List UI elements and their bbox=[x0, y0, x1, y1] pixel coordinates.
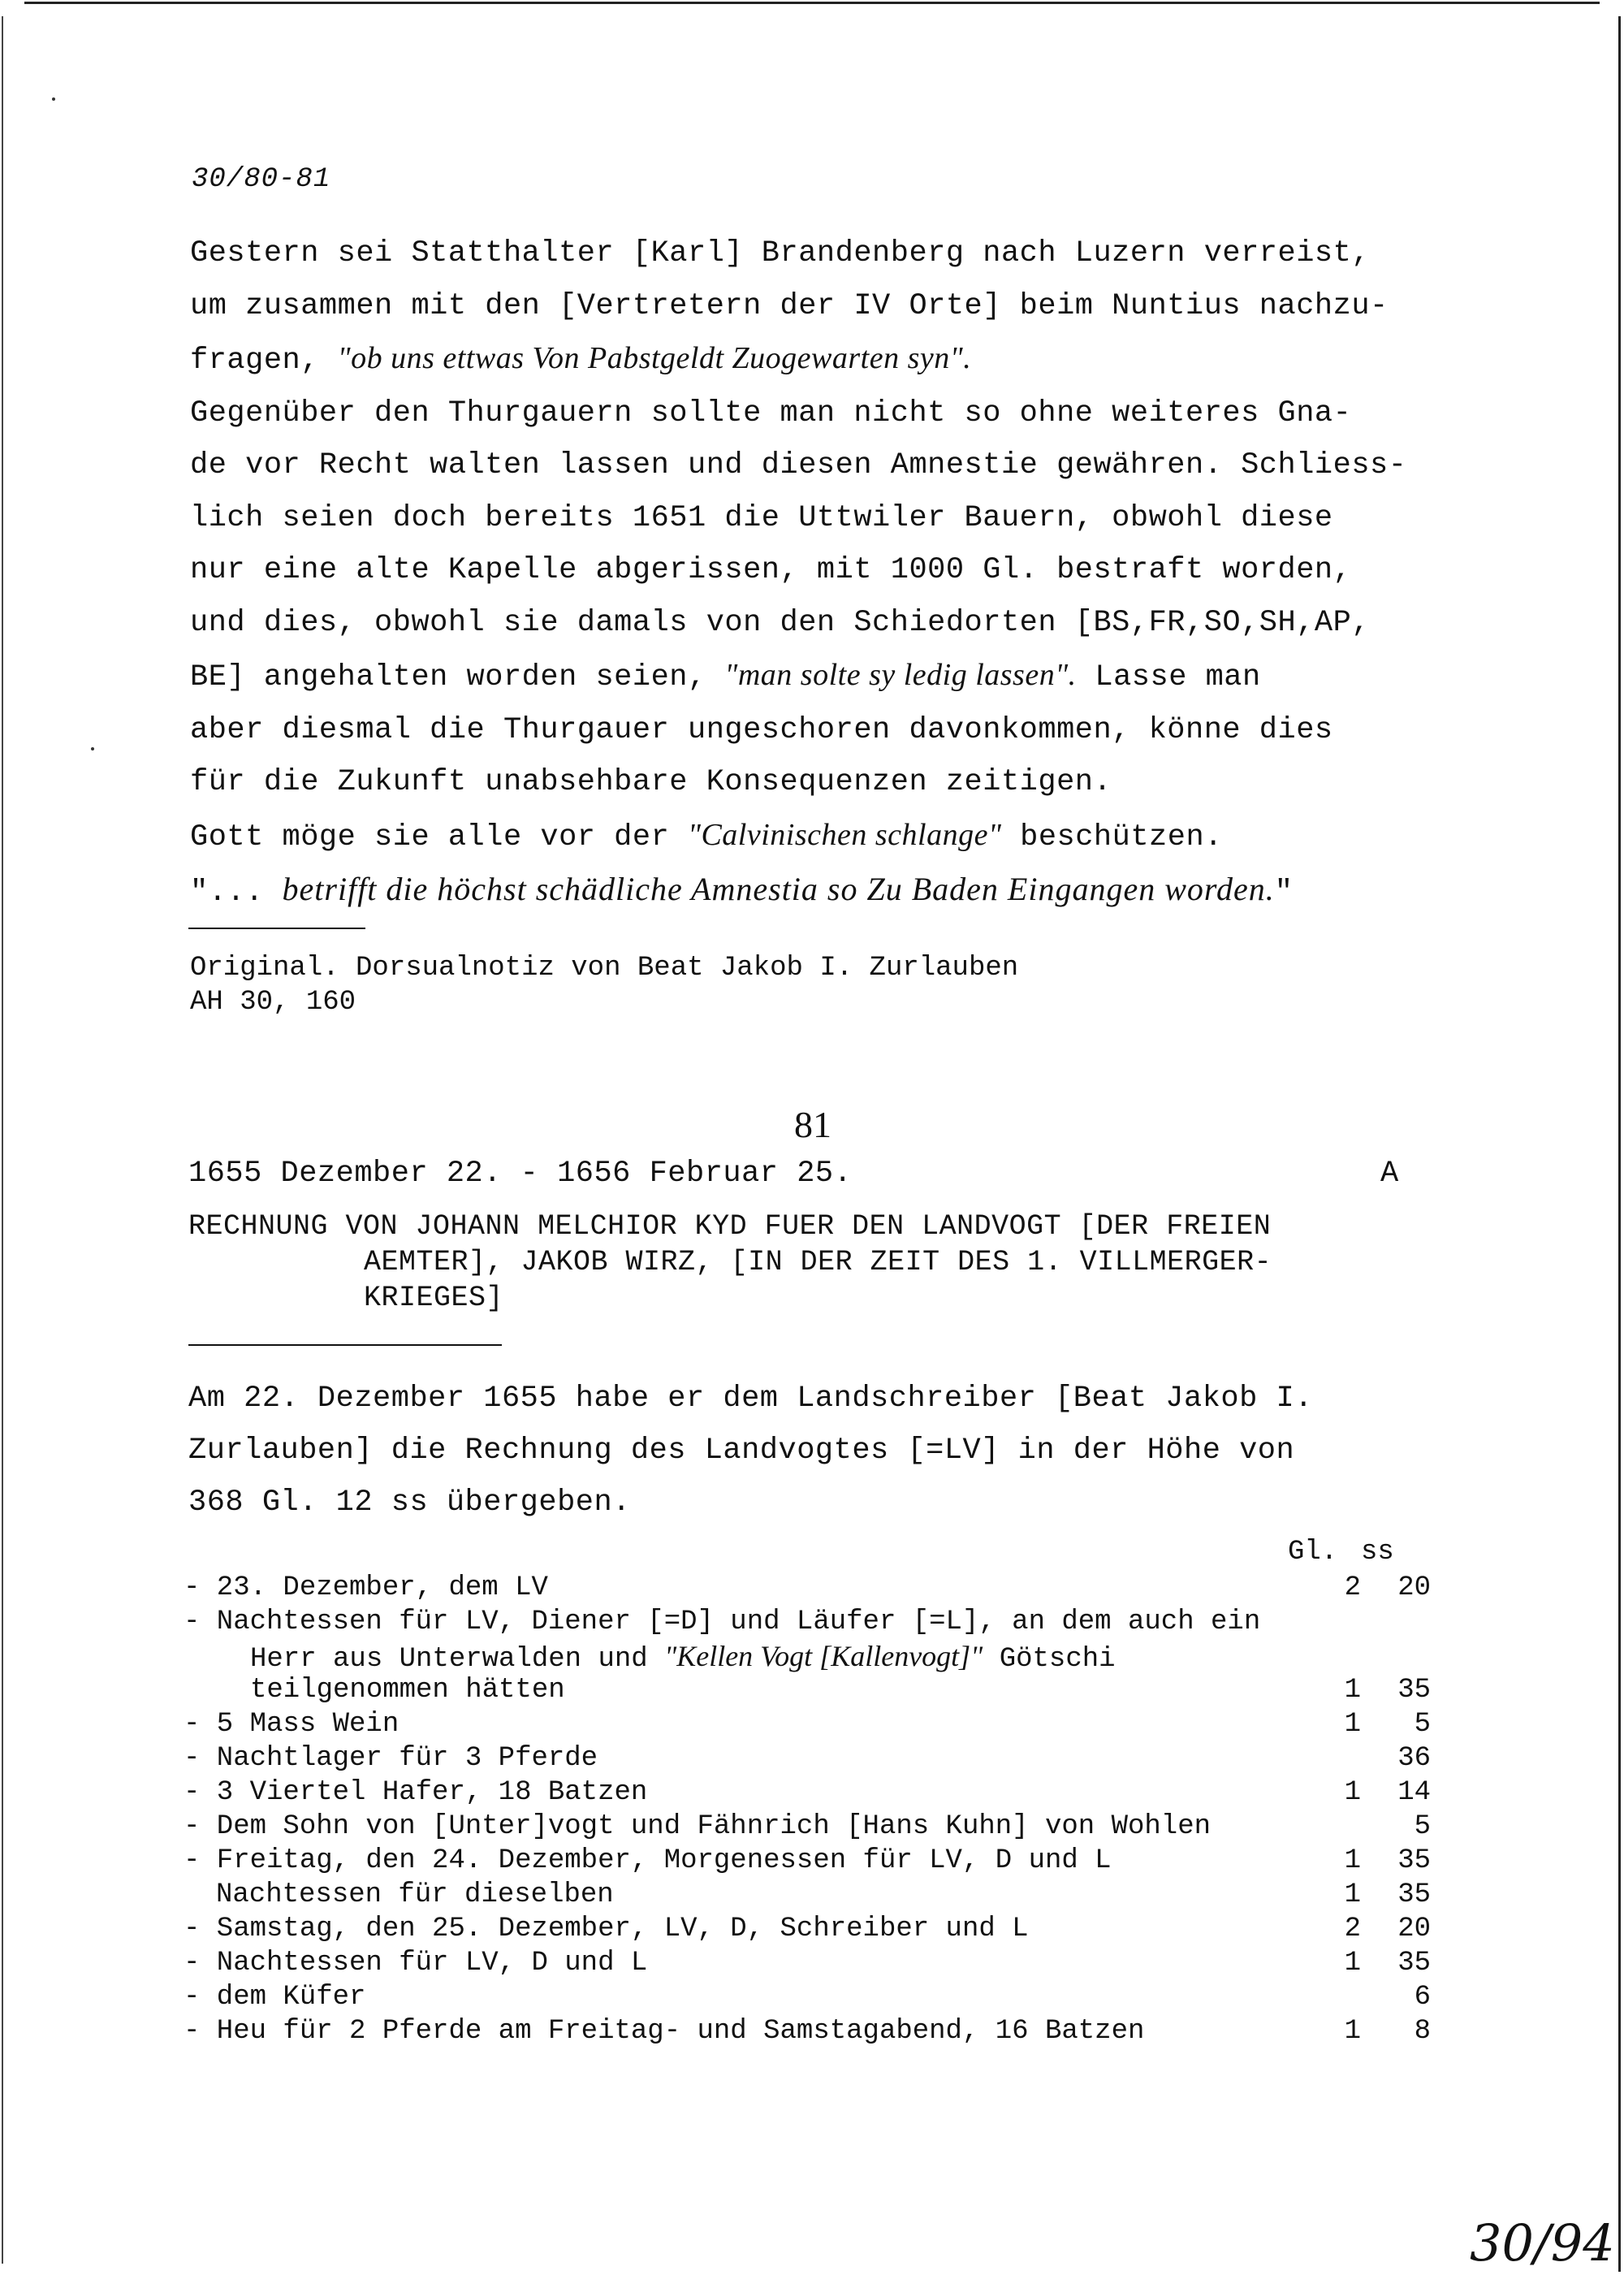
entry-text: - Freitag, den 24. Dezember, Morgenessen für LV, D und L bbox=[184, 1845, 1112, 1876]
entry-text: - Dem Sohn von [Unter]vogt und Fähnrich [Hans Kuhn] von Wohlen bbox=[184, 1811, 1212, 1842]
text-fragment: " bbox=[1274, 876, 1294, 910]
entry-gl: 2 bbox=[1344, 1914, 1361, 1944]
dorsal-note-quote: betrifft die höchst schädliche Amnestia so Zu Baden Eingangen worden. bbox=[282, 871, 1275, 907]
text-line: Gegenüber den Thurgauern sollte man nicht so ohne weiteres Gna- bbox=[190, 396, 1352, 430]
entry-text: - Nachtessen für LV, Diener [=D] und Läufer [=L], an dem auch ein bbox=[184, 1607, 1261, 1637]
entry-text: - 5 Mass Wein bbox=[184, 1709, 400, 1740]
entry-gl: 1 bbox=[1344, 1948, 1361, 1979]
source-note bbox=[190, 951, 1018, 1019]
entry-ss: 8 bbox=[1414, 2016, 1431, 2047]
table-row bbox=[184, 1946, 1450, 1980]
title-line: AEMTER], JAKOB WIRZ, [IN DER ZEIT DES 1. VILLMERGER- bbox=[364, 1246, 1272, 1278]
table-row bbox=[184, 1844, 1450, 1878]
scan-edge-left bbox=[2, 16, 3, 2264]
column-header-gl: Gl. bbox=[1288, 1537, 1338, 1568]
table-row bbox=[184, 1605, 1450, 1639]
source-note-line: AH 30, 160 bbox=[190, 987, 356, 1018]
entry-text: - 3 Viertel Hafer, 18 Batzen bbox=[184, 1777, 648, 1808]
table-row bbox=[184, 2014, 1450, 2048]
table-row bbox=[184, 1707, 1450, 1741]
document-80-text bbox=[190, 227, 1505, 919]
text-line: 368 Gl. 12 ss übergeben. bbox=[188, 1486, 631, 1520]
quotation: "Kellen Vogt [Kallenvogt]" bbox=[664, 1640, 983, 1672]
text-fragment: Herr aus Unterwalden und bbox=[250, 1644, 665, 1675]
entry-text: - 23. Dezember, dem LV bbox=[184, 1572, 548, 1603]
column-header-ss: ss bbox=[1361, 1537, 1394, 1568]
account-table bbox=[184, 1571, 1450, 2048]
text-line: Zurlauben] die Rechnung des Landvogtes [=LV] in der Höhe von bbox=[188, 1434, 1295, 1468]
table-row bbox=[184, 1775, 1450, 1810]
footnote-divider bbox=[188, 928, 365, 929]
text-line: lich seien doch bereits 1651 die Uttwiler Bauern, obwohl diese bbox=[190, 500, 1333, 535]
title-divider bbox=[188, 1344, 502, 1346]
scan-edge-right bbox=[1618, 16, 1621, 2272]
document-number: 81 bbox=[794, 1104, 831, 1145]
handwritten-page-number: 30/94 bbox=[1470, 2213, 1615, 2273]
table-row bbox=[184, 1810, 1450, 1844]
text-fragment: BE] angehalten worden seien, bbox=[190, 660, 725, 694]
document-date: 1655 Dezember 22. - 1656 Februar 25. bbox=[188, 1157, 853, 1191]
entry-ss: 35 bbox=[1397, 1948, 1431, 1979]
entry-ss: 5 bbox=[1414, 1811, 1431, 1842]
text-fragment: "... bbox=[190, 876, 283, 910]
text-line bbox=[190, 649, 1505, 704]
scan-speck bbox=[52, 97, 55, 101]
text-line: Am 22. Dezember 1655 habe er dem Landschreiber [Beat Jakob I. bbox=[188, 1382, 1313, 1416]
text-line bbox=[190, 863, 1505, 919]
text-line: Gestern sei Statthalter [Karl] Brandenberg nach Luzern verreist, bbox=[190, 236, 1371, 270]
entry-gl: 1 bbox=[1344, 1675, 1361, 1706]
entry-ss: 5 bbox=[1414, 1709, 1431, 1740]
account-intro bbox=[188, 1373, 1471, 1529]
scan-speck bbox=[91, 747, 94, 750]
entry-gl: 2 bbox=[1344, 1572, 1361, 1603]
source-note-line: Original. Dorsualnotiz von Beat Jakob I. Zurlauben bbox=[190, 953, 1019, 984]
document-mark: A bbox=[1380, 1157, 1399, 1191]
document-title bbox=[188, 1209, 1455, 1316]
entry-text bbox=[184, 1639, 1116, 1676]
entry-gl: 1 bbox=[1344, 1709, 1361, 1740]
quotation: "ob uns ettwas Von Pabstgeldt Zuogewarten syn". bbox=[337, 341, 972, 375]
entry-text: teilgenommen hätten bbox=[250, 1675, 565, 1706]
entry-ss: 35 bbox=[1397, 1675, 1431, 1706]
scan-edge-top bbox=[24, 2, 1600, 4]
text-line: und dies, obwohl sie damals von den Schiedorten [BS,FR,SO,SH,AP, bbox=[190, 605, 1371, 640]
entry-ss: 35 bbox=[1397, 1845, 1431, 1876]
entry-gl: 1 bbox=[1344, 1845, 1361, 1876]
title-line: KRIEGES] bbox=[364, 1282, 504, 1314]
entry-text: - dem Küfer bbox=[184, 1982, 366, 2013]
text-line bbox=[190, 332, 1505, 387]
table-row bbox=[184, 1571, 1450, 1605]
quotation: "man solte sy ledig lassen". bbox=[724, 658, 1077, 692]
table-row bbox=[184, 1741, 1450, 1775]
text-fragment: fragen, bbox=[190, 344, 338, 378]
entry-text: - Nachtessen für LV, D und L bbox=[184, 1948, 648, 1979]
entry-ss: 6 bbox=[1414, 1982, 1431, 2013]
title-line: RECHNUNG VON JOHANN MELCHIOR KYD FUER DEN LANDVOGT [DER FREIEN bbox=[188, 1210, 1272, 1243]
text-line: um zusammen mit den [Vertretern der IV Orte] beim Nuntius nachzu- bbox=[190, 288, 1389, 323]
text-line: nur eine alte Kapelle abgerissen, mit 1000 Gl. bestraft worden, bbox=[190, 553, 1352, 587]
text-fragment: Götschi bbox=[983, 1644, 1116, 1675]
entry-gl: 1 bbox=[1344, 1777, 1361, 1808]
quotation: "Calvinischen schlange" bbox=[688, 817, 1002, 852]
entry-gl: 1 bbox=[1344, 1879, 1361, 1910]
entry-ss: 14 bbox=[1397, 1777, 1431, 1808]
page-reference: 30/80-81 bbox=[192, 164, 331, 195]
entry-gl: 1 bbox=[1344, 2016, 1361, 2047]
entry-ss: 35 bbox=[1397, 1879, 1431, 1910]
entry-text: Nachtessen für dieselben bbox=[216, 1879, 614, 1910]
entry-text: - Nachtlager für 3 Pferde bbox=[184, 1743, 598, 1774]
text-fragment: Gott möge sie alle vor der bbox=[190, 820, 688, 854]
text-line bbox=[190, 809, 1505, 864]
entry-ss: 20 bbox=[1397, 1572, 1431, 1603]
table-row bbox=[184, 1878, 1450, 1912]
table-row bbox=[184, 1912, 1450, 1946]
entry-text: - Samstag, den 25. Dezember, LV, D, Schreiber und L bbox=[184, 1914, 1029, 1944]
entry-ss: 20 bbox=[1397, 1914, 1431, 1944]
text-fragment: Lasse man bbox=[1076, 660, 1261, 694]
entry-text: - Heu für 2 Pferde am Freitag- und Samstagabend, 16 Batzen bbox=[184, 2016, 1145, 2047]
table-row bbox=[184, 1673, 1450, 1707]
table-row bbox=[184, 1980, 1450, 2014]
text-line: für die Zukunft unabsehbare Konsequenzen zeitigen. bbox=[190, 765, 1112, 799]
text-line: aber diesmal die Thurgauer ungeschoren davonkommen, könne dies bbox=[190, 712, 1333, 747]
table-row bbox=[184, 1639, 1450, 1673]
text-fragment: beschützen. bbox=[1001, 820, 1223, 854]
entry-ss: 36 bbox=[1397, 1743, 1431, 1774]
text-line: de vor Recht walten lassen und diesen Amnestie gewähren. Schliess- bbox=[190, 448, 1407, 482]
